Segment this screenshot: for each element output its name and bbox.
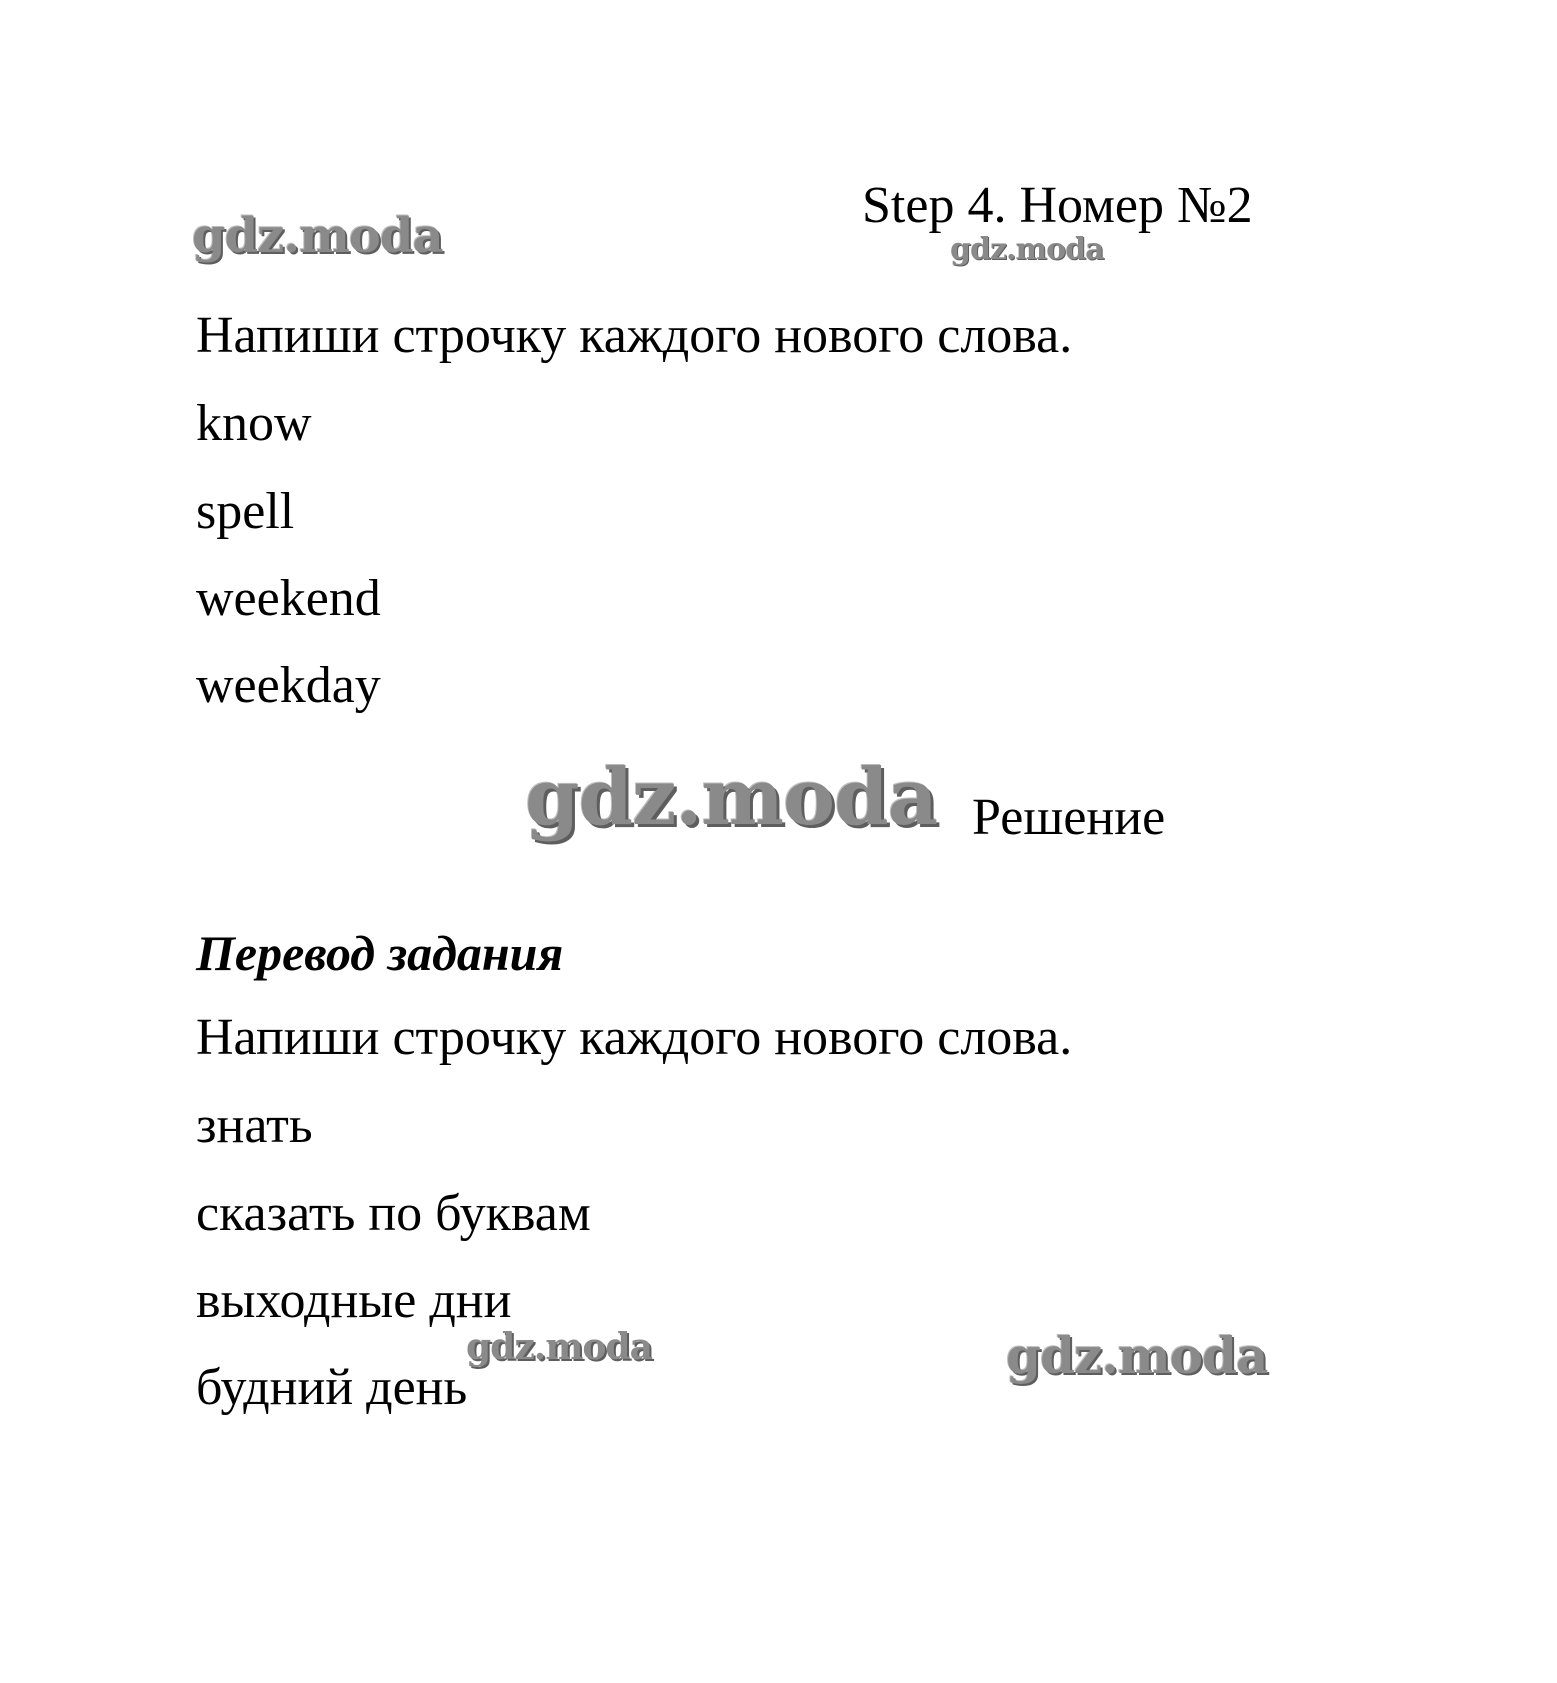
watermark-logo: gdz.moda <box>950 232 1104 267</box>
task-word: weekday <box>196 657 381 714</box>
translation-word: будний день <box>196 1359 468 1416</box>
task-instruction: Напиши строчку каждого нового слова. <box>196 307 1073 364</box>
page-title: Step 4. Номер №2 <box>862 177 1253 234</box>
watermark-logo: gdz.moda <box>1006 1326 1268 1385</box>
task-word: weekend <box>196 570 381 627</box>
watermark-logo: gdz.moda <box>192 208 443 264</box>
translation-word: знать <box>196 1097 313 1154</box>
translation-instruction: Напиши строчку каждого нового слова. <box>196 1009 1073 1066</box>
task-word: spell <box>196 483 295 540</box>
watermark-logo: gdz.moda <box>525 752 938 843</box>
translation-heading: Перевод задания <box>196 925 564 981</box>
watermark-logo: gdz.moda <box>466 1326 652 1368</box>
translation-word: сказать по буквам <box>196 1185 591 1242</box>
task-word: know <box>196 395 312 452</box>
solution-label: Решение <box>972 789 1166 846</box>
translation-word: выходные дни <box>196 1272 512 1329</box>
